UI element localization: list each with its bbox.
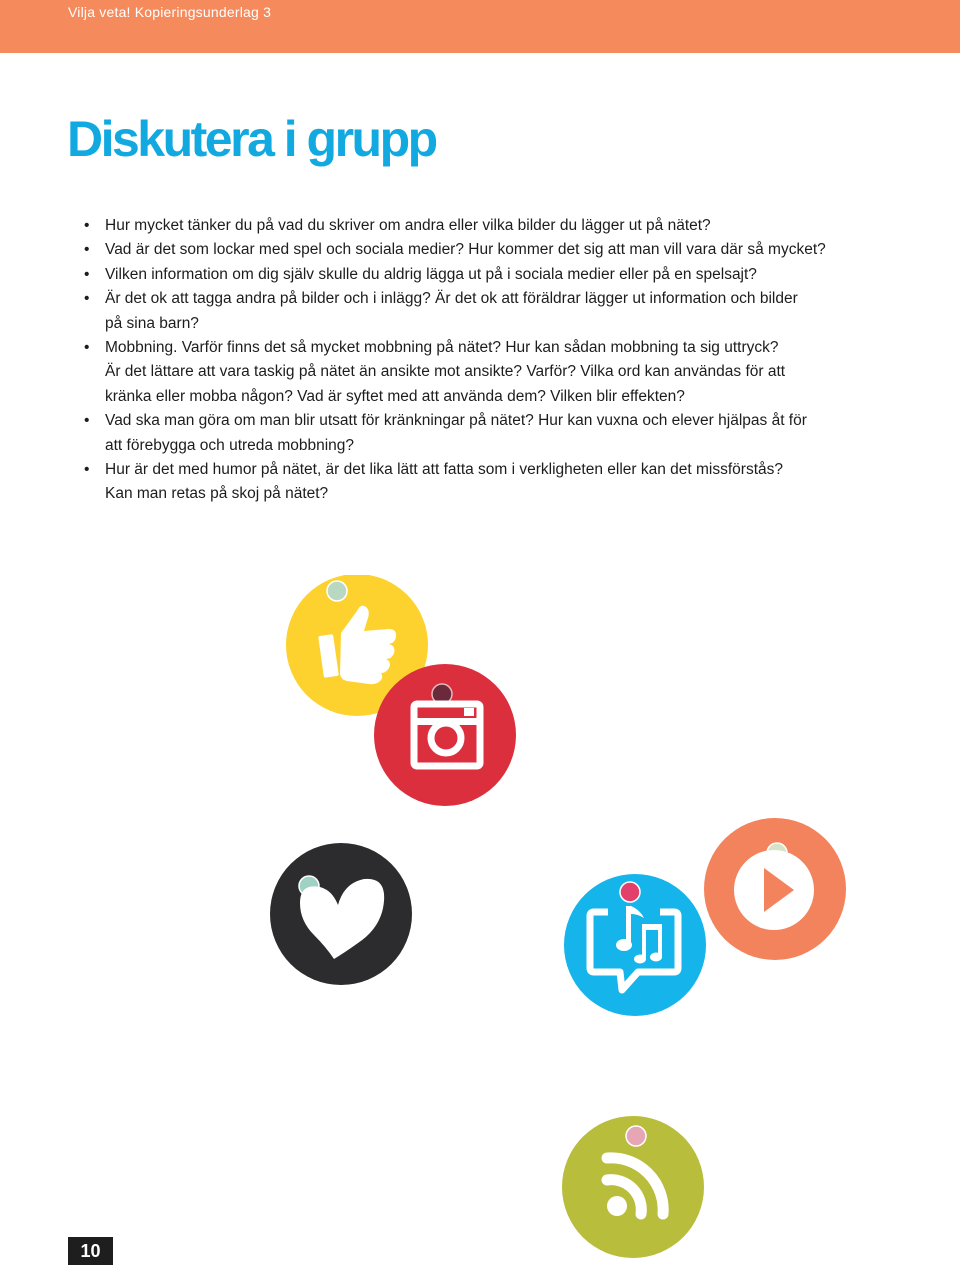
- list-item-line: • Är det ok att tagga andra på bilder och i inlägg? Är det ok att föräldrar lägger ut information och bilder: [105, 290, 798, 308]
- list-item: [84, 238, 844, 262]
- heart-badge: [270, 843, 416, 989]
- camera-badge: [372, 662, 518, 808]
- list-item: [84, 409, 844, 458]
- question-list: [84, 214, 844, 507]
- list-item-line: Är det lättare att vara taskig på nätet än ansikte mot ansikte? Varför? Vilka ord kan användas för att: [105, 363, 786, 381]
- list-item-line: • Vilken information om dig själv skulle du aldrig lägga ut på i sociala medier eller på en spelsajt?: [105, 265, 757, 283]
- list-item-line: • Vad är det som lockar med spel och sociala medier? Hur kommer det sig att man vill vara där så mycket?: [105, 241, 826, 259]
- list-item-line: • Vad ska man göra om man blir utsatt för kränkningar på nätet? Hur kan vuxna och elever hjälpas åt för: [105, 412, 807, 430]
- page-title: Diskutera i grupp: [67, 111, 436, 167]
- rss-badge: [560, 1114, 706, 1260]
- pin: [620, 882, 640, 902]
- list-item: [84, 214, 844, 238]
- list-item-line: Kan man retas på skoj på nätet?: [105, 485, 329, 503]
- list-item-line: att förebygga och utreda mobbning?: [105, 436, 355, 454]
- list-item: [84, 263, 844, 287]
- pin: [626, 1126, 646, 1146]
- pin: [327, 581, 347, 601]
- list-item-line: • Hur mycket tänker du på vad du skriver om andra eller vilka bilder du lägger ut på nätet?: [105, 217, 711, 234]
- list-item: [84, 336, 844, 409]
- list-item-line: • Mobbning. Varför finns det så mycket mobbning på nätet? Hur kan sådan mobbning ta sig uttryck?: [105, 339, 779, 357]
- play-icon: [734, 850, 814, 930]
- music-chat-badge: [560, 872, 706, 1018]
- list-item-line: kränka eller mobba någon? Vad är syftet med att använda dem? Vilken blir effekten?: [105, 387, 685, 405]
- list-item-line: • Hur är det med humor på nätet, är det lika lätt att fatta som i verkligheten eller kan det missförstås?: [105, 461, 784, 479]
- play-badge: [702, 818, 848, 964]
- list-item: [84, 458, 844, 507]
- list-item: [84, 287, 844, 336]
- list-item-line: på sina barn?: [105, 314, 199, 332]
- header-text: Vilja veta! Kopieringsunderlag 3: [68, 4, 272, 20]
- page-number: 10: [68, 1237, 113, 1265]
